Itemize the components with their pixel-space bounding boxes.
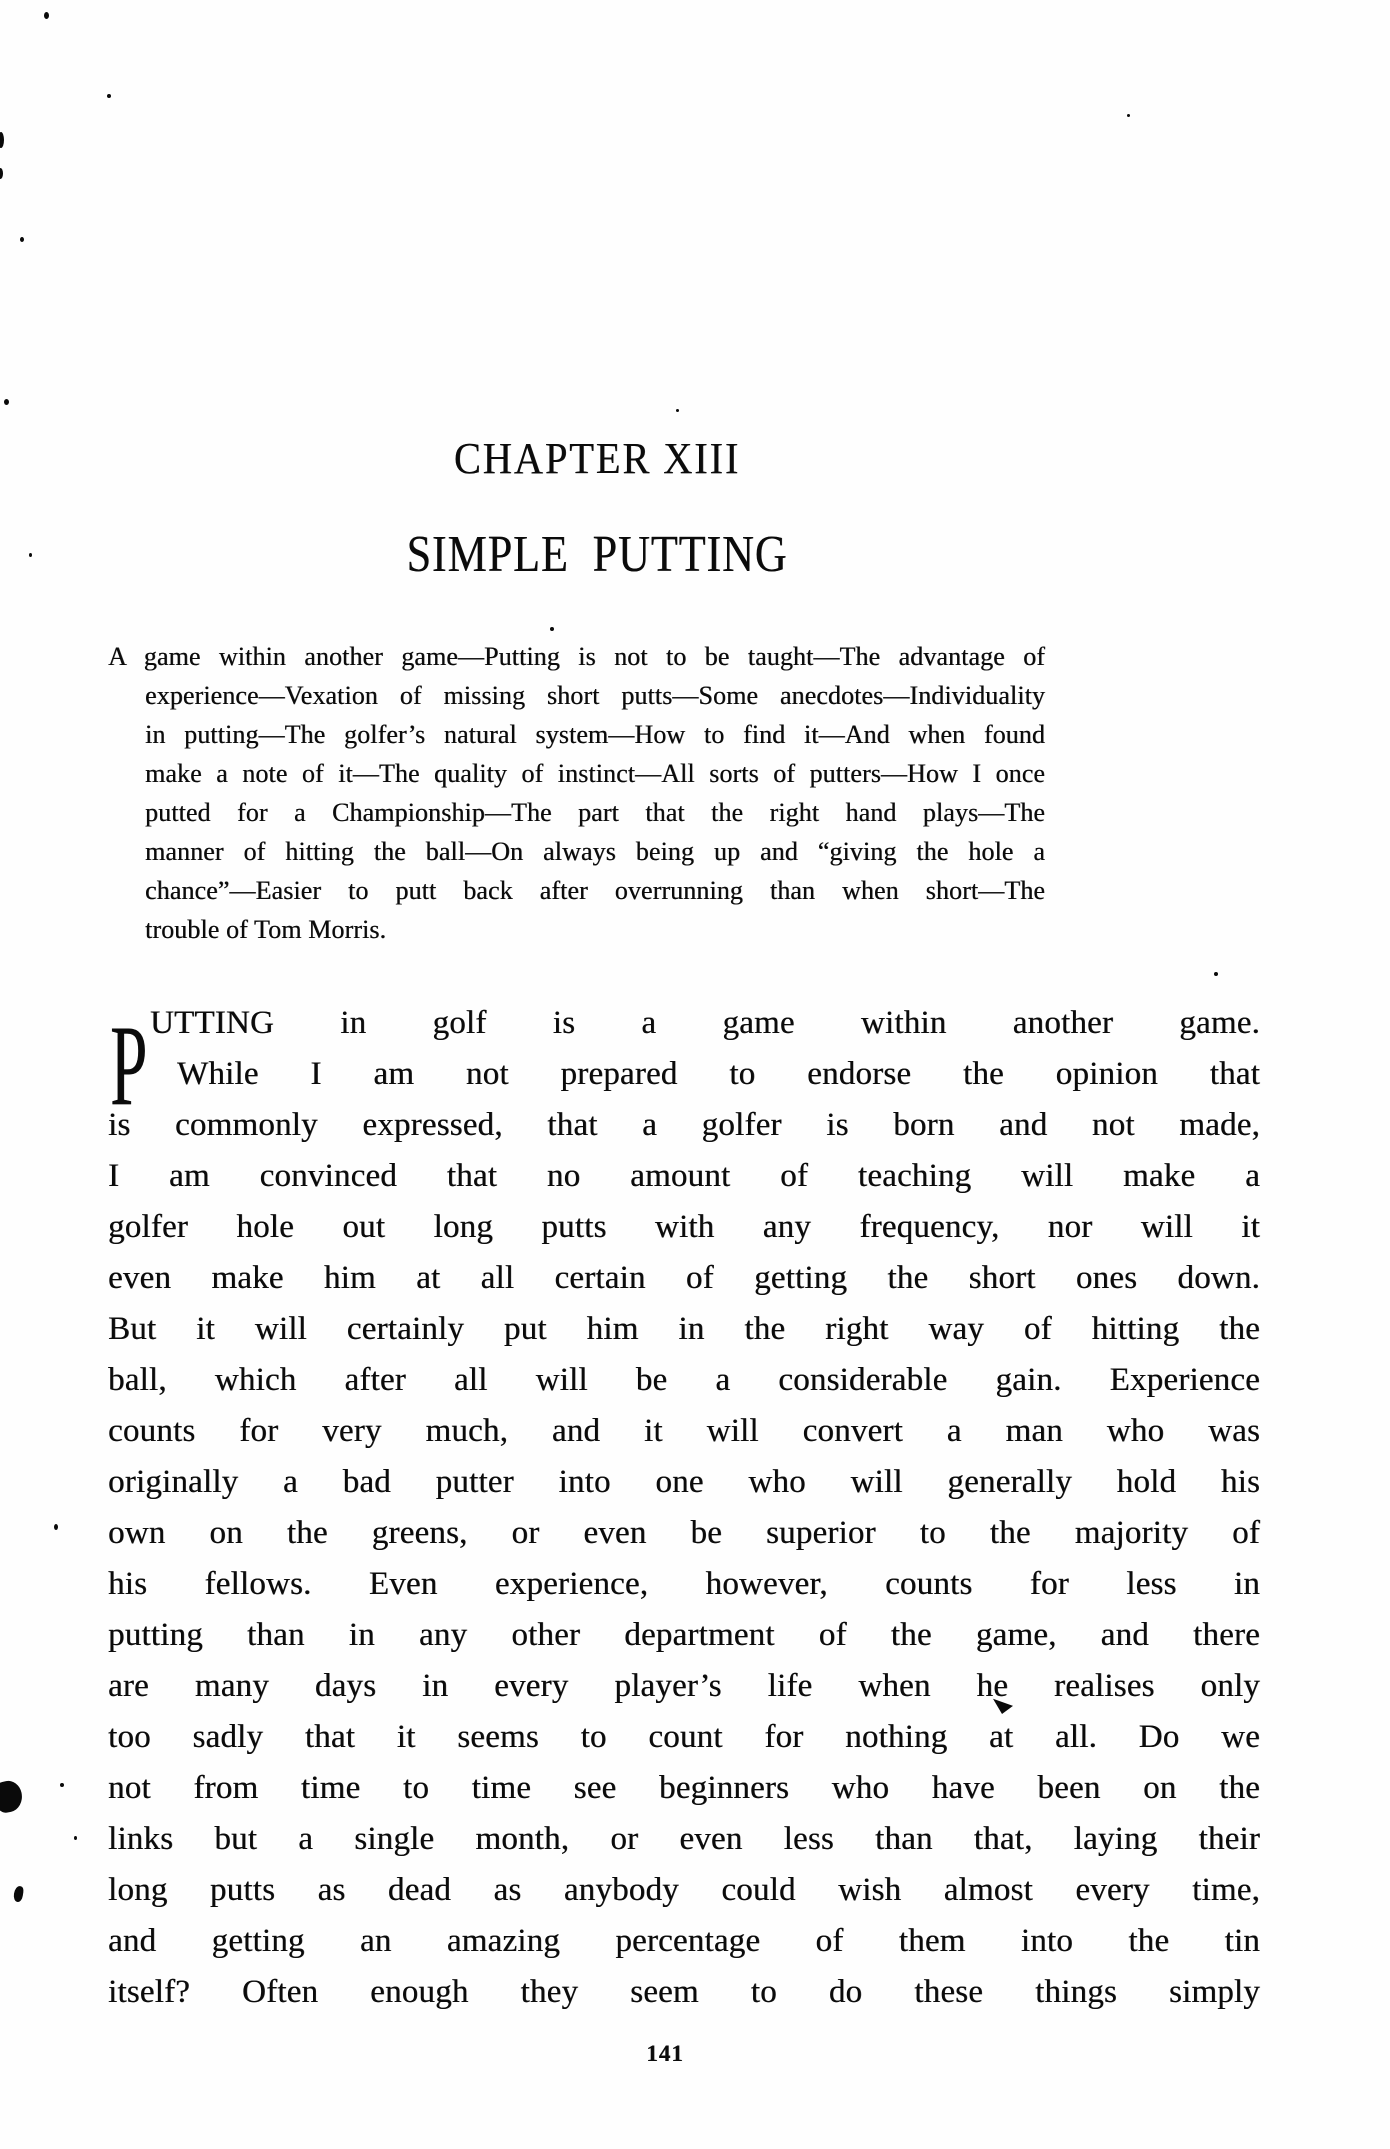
text-line: too sadly that it seems to count for nothing at all. Do we	[108, 1719, 1260, 1755]
text-line: long putts as dead as anybody could wish almost every time,	[108, 1872, 1260, 1908]
argument-line: make a note of it—The quality of instinct—All sorts of putters—How I once	[145, 759, 1045, 788]
text-line: golfer hole out long putts with any frequency, nor will it	[108, 1209, 1260, 1245]
text-line: not from time to time see beginners who have been on the	[108, 1770, 1260, 1806]
text-line: are many days in every player’s life when he realises only	[108, 1668, 1260, 1704]
argument-line: A game within another game—Putting is not to be taught—The advantage of	[108, 642, 1045, 671]
scan-speck	[29, 553, 32, 557]
argument-line: manner of hitting the ball—On always being up and “giving the hole a	[145, 837, 1045, 866]
scan-speck	[54, 1524, 58, 1530]
text-line: counts for very much, and it will convert a man who was	[108, 1413, 1260, 1449]
argument-line: in putting—The golfer’s natural system—How to find it—And when found	[145, 720, 1045, 749]
chapter-argument	[108, 637, 1045, 949]
scan-speck	[74, 1836, 77, 1840]
text-line: even make him at all certain of getting the short ones down.	[108, 1260, 1260, 1296]
ink-mark-artifact	[13, 1885, 24, 1902]
text-line: While I am not prepared to endorse the opinion that	[177, 1056, 1260, 1092]
body-paragraph	[108, 998, 1260, 2018]
text-line: own on the greens, or even be superior to the majority of	[108, 1515, 1260, 1551]
scan-speck	[20, 237, 24, 242]
scan-speck	[1214, 972, 1218, 976]
text-line: putting than in any other department of the game, and there	[108, 1617, 1260, 1653]
text-line: is commonly expressed, that a golfer is born and not made,	[108, 1107, 1260, 1143]
scan-speck	[4, 399, 9, 405]
text-line: But it will certainly put him in the right way of hitting the	[108, 1311, 1260, 1347]
argument-line: putted for a Championship—The part that the right hand plays—The	[145, 798, 1045, 827]
text-line: I am convinced that no amount of teaching will make a	[108, 1158, 1260, 1194]
chapter-title: SIMPLE PUTTING	[406, 526, 788, 583]
drop-cap: P	[110, 1002, 148, 1130]
text-line: itself? Often enough they seem to do these things simply	[108, 1974, 1260, 2010]
text-line: originally a bad putter into one who will generally hold his	[108, 1464, 1260, 1500]
page-number: 141	[646, 2041, 684, 2066]
argument-line: experience—Vexation of missing short putts—Some anecdotes—Individuality	[145, 681, 1045, 710]
text-line: his fellows. Even experience, however, counts for less in	[108, 1566, 1260, 1602]
argument-line: chance”—Easier to putt back after overrunning than when short—The	[145, 876, 1045, 905]
text-line: links but a single month, or even less than that, laying their	[108, 1821, 1260, 1857]
ink-blot-artifact	[0, 1779, 25, 1815]
text-line: UTTING in golf is a game within another game.	[150, 1005, 1260, 1041]
scan-speck	[550, 627, 554, 631]
scan-speck	[676, 409, 679, 412]
scan-speck	[60, 1783, 64, 1787]
chapter-heading: CHAPTER XIII	[453, 434, 741, 483]
scan-speck	[107, 94, 111, 98]
text-line: and getting an amazing percentage of them into the tin	[108, 1923, 1260, 1959]
text-line: ball, which after all will be a considerable gain. Experience	[108, 1362, 1260, 1398]
argument-line: trouble of Tom Morris.	[145, 915, 387, 944]
scan-speck	[1127, 114, 1130, 117]
scan-speck	[44, 12, 49, 19]
scan-speck	[0, 168, 3, 179]
scan-speck	[0, 132, 4, 148]
